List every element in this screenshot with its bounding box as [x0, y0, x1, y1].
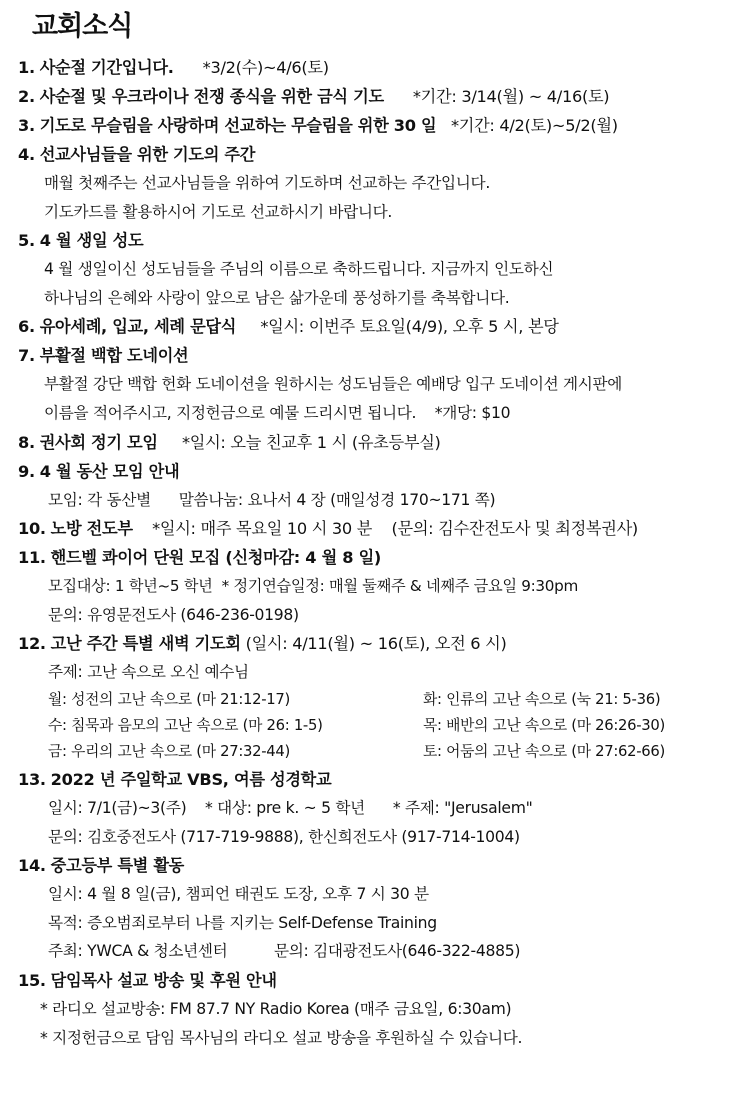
- item-heading: [18, 966, 723, 995]
- item-number: 13.: [18, 769, 46, 789]
- item-heading: [18, 53, 723, 82]
- page-title: 교회소식: [32, 11, 133, 42]
- item-line: * 라디오 설교방송: FM 87.7 NY Radio Korea (매주 금요일, 6:30am): [40, 999, 512, 1018]
- list-item: [18, 53, 723, 82]
- list-item: [18, 312, 723, 341]
- news-list: [18, 53, 723, 1052]
- devotion-row: [18, 687, 723, 713]
- item-heading: [18, 629, 723, 658]
- item-note: *기간: 3/14(월) ~ 4/16(토): [412, 87, 610, 106]
- item-heading: [18, 312, 723, 341]
- item-number: 14.: [18, 856, 46, 876]
- item-title: 중고등부 특별 활동: [50, 856, 185, 876]
- item-heading: [18, 765, 723, 794]
- list-item: [18, 765, 723, 851]
- item-line: 4 월 생일이신 성도님들을 주님의 이름으로 축하드립니다. 지금까지 인도하신: [44, 260, 554, 279]
- item-line: 일시: 7/1(금)~3(주) * 대상: pre k. ~ 5 학년 * 주제: "Jerusalem": [48, 798, 533, 817]
- devotion-row: [18, 713, 723, 739]
- devotion-day: 월: 성전의 고난 속으로 (마 21:12-17): [48, 690, 290, 708]
- item-number: 8.: [18, 432, 35, 452]
- list-item: [18, 966, 723, 1052]
- item-number: 7.: [18, 346, 35, 366]
- item-line: 문의: 김호중전도사 (717-719-9888), 한신희전도사 (917-714-1004): [48, 827, 520, 846]
- item-note: *일시: 이번주 토요일(4/9), 오후 5 시, 본당: [260, 317, 559, 337]
- item-note: *기간: 4/2(토)~5/2(월): [450, 116, 618, 135]
- item-number: 5.: [18, 231, 35, 251]
- item-number: 4.: [18, 145, 35, 164]
- item-line: 부활절 강단 백합 헌화 도네이션을 원하시는 성도님들은 예배당 입구 도네이션 게시판에: [44, 375, 623, 394]
- item-number: 10.: [18, 519, 46, 539]
- devotion-day: 목: 배반의 고난 속으로 (마 26:26-30): [423, 716, 665, 734]
- item-line: 하나님의 은혜와 사랑이 앞으로 남은 삶가운데 풍성하기를 축복합니다.: [44, 288, 510, 307]
- item-line: 문의: 유영문전도사 (646-236-0198): [48, 605, 299, 624]
- item-heading: [18, 514, 723, 543]
- devotion-day: 토: 어둠의 고난 속으로 (마 27:62-66): [423, 742, 665, 760]
- item-heading: [18, 82, 723, 111]
- item-heading: [18, 543, 723, 572]
- list-item: [18, 457, 723, 515]
- item-line: 일시: 4 월 8 일(금), 챔피언 태권도 도장, 오후 7 시 30 분: [48, 885, 429, 904]
- item-title: 권사회 정기 모임: [39, 432, 158, 452]
- item-title: 4 월 생일 성도: [39, 231, 144, 251]
- item-heading: [18, 341, 723, 370]
- item-line: 주최: YWCA & 청소년센터 문의: 김대광전도사(646-322-4885): [48, 942, 521, 961]
- item-line: 목적: 증오범죄로부터 나를 지키는 Self-Defense Training: [48, 913, 437, 932]
- item-line: 매월 첫째주는 선교사님들을 위하여 기도하며 선교하는 주간입니다.: [44, 174, 490, 192]
- item-number: 2.: [18, 87, 35, 106]
- item-title: 기도로 무슬림을 사랑하며 선교하는 무슬림을 위한 30 일: [39, 116, 437, 135]
- item-number: 3.: [18, 116, 35, 135]
- item-heading: [18, 428, 723, 457]
- list-item: [18, 341, 723, 427]
- list-item: [18, 629, 723, 765]
- item-note: *일시: 매주 목요일 10 시 30 분 (문의: 김수잔전도사 및 최정복권사): [152, 519, 638, 539]
- devotion-row: [18, 739, 723, 765]
- item-line: 모임: 각 동산별 말씀나눔: 요나서 4 장 (매일성경 170~171 쪽): [48, 490, 496, 509]
- item-title: 핸드벨 콰이어 단원 모집 (신청마감: 4 월 8 일): [50, 548, 382, 568]
- item-note: *일시: 오늘 친교후 1 시 (유초등부실): [181, 432, 441, 452]
- item-heading: [18, 457, 723, 486]
- item-note: *3/2(수)~4/6(토): [202, 58, 329, 77]
- item-note: (일시: 4/11(월) ~ 16(토), 오전 6 시): [245, 634, 507, 654]
- list-item: [18, 514, 723, 543]
- item-heading: [18, 851, 723, 880]
- list-item: [18, 226, 723, 312]
- item-heading: [18, 111, 723, 140]
- item-title: 사순절 기간입니다.: [39, 58, 174, 77]
- list-item: [18, 140, 723, 226]
- item-line: 주제: 고난 속으로 오신 예수님: [48, 663, 249, 682]
- item-number: 15.: [18, 970, 46, 990]
- item-title: 유아세례, 입교, 세례 문답식: [39, 317, 237, 337]
- item-heading: [18, 140, 723, 169]
- devotion-day: 금: 우리의 고난 속으로 (마 27:32-44): [48, 742, 290, 760]
- item-title: 부활절 백합 도네이션: [39, 346, 189, 366]
- item-number: 6.: [18, 317, 35, 337]
- item-title: 고난 주간 특별 새벽 기도회: [50, 634, 241, 654]
- devotion-day: 수: 침묵과 음모의 고난 속으로 (마 26: 1-5): [48, 716, 323, 734]
- item-heading: [18, 226, 723, 255]
- item-number: 9.: [18, 461, 35, 481]
- item-line: * 지정헌금으로 담임 목사님의 라디오 설교 방송을 후원하실 수 있습니다.: [40, 1028, 523, 1047]
- item-title: 4 월 동산 모임 안내: [39, 461, 180, 481]
- item-title: 담임목사 설교 방송 및 후원 안내: [50, 970, 277, 990]
- item-number: 12.: [18, 634, 46, 654]
- list-item: [18, 82, 723, 111]
- list-item: [18, 851, 723, 966]
- item-number: 1.: [18, 58, 35, 77]
- devotion-day: 화: 인류의 고난 속으로 (눅 21: 5-36): [423, 690, 661, 708]
- item-number: 11.: [18, 548, 46, 568]
- list-item: [18, 543, 723, 629]
- list-item: [18, 428, 723, 457]
- list-item: [18, 111, 723, 140]
- item-title: 노방 전도부: [50, 519, 133, 539]
- item-line: 이름을 적어주시고, 지정헌금으로 예물 드리시면 됩니다. *개당: $10: [44, 403, 511, 422]
- item-line: 모집대상: 1 학년~5 학년 * 정기연습일정: 매월 둘째주 & 네째주 금요일 9:30pm: [48, 577, 578, 596]
- item-line: 기도카드를 활용하시어 기도로 선교하시기 바랍니다.: [44, 202, 393, 221]
- item-title: 사순절 및 우크라이나 전쟁 종식을 위한 금식 기도: [39, 87, 384, 106]
- item-title: 선교사님들을 위한 기도의 주간: [39, 145, 256, 164]
- item-title: 2022 년 주일학교 VBS, 여름 성경학교: [50, 769, 332, 789]
